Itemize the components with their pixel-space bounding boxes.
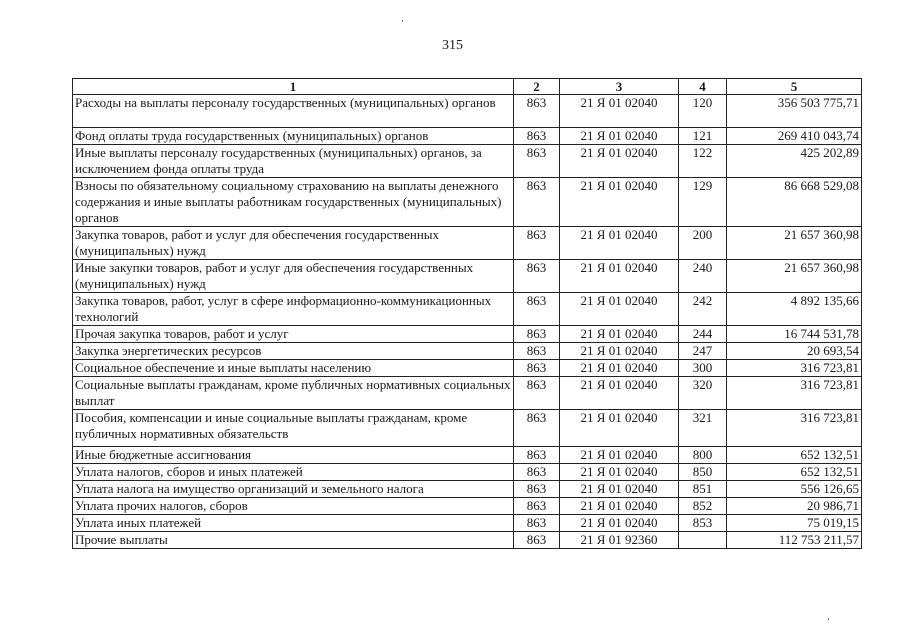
row-name-cell: Закупка энергетических ресурсов <box>73 343 514 360</box>
row-name-cell: Закупка товаров, работ и услуг для обеспечения государственных (муниципальных) нужд <box>73 227 514 260</box>
row-expense-type-cell <box>679 532 727 549</box>
row-amount-cell: 20 693,54 <box>727 343 862 360</box>
table-row <box>73 343 862 360</box>
row-target-article-cell: 21 Я 01 02040 <box>560 447 679 464</box>
table-row <box>73 326 862 343</box>
row-target-article-cell: 21 Я 01 02040 <box>560 178 679 227</box>
row-amount-cell: 652 132,51 <box>727 464 862 481</box>
row-amount-cell: 556 126,65 <box>727 481 862 498</box>
row-code-cell: 863 <box>514 532 560 549</box>
row-expense-type-cell: 247 <box>679 343 727 360</box>
table-body <box>73 95 862 549</box>
table-row <box>73 95 862 128</box>
row-expense-type-cell: 120 <box>679 95 727 128</box>
row-target-article-cell: 21 Я 01 02040 <box>560 128 679 145</box>
row-expense-type-cell: 122 <box>679 145 727 178</box>
scan-speck <box>828 618 829 620</box>
row-target-article-cell: 21 Я 01 02040 <box>560 145 679 178</box>
row-expense-type-cell: 852 <box>679 498 727 515</box>
row-name-cell: Иные бюджетные ассигнования <box>73 447 514 464</box>
header-col-1: 1 <box>73 79 514 95</box>
row-name-cell: Уплата налогов, сборов и иных платежей <box>73 464 514 481</box>
row-code-cell: 863 <box>514 343 560 360</box>
row-target-article-cell: 21 Я 01 02040 <box>560 410 679 447</box>
row-amount-cell: 316 723,81 <box>727 410 862 447</box>
row-amount-cell: 356 503 775,71 <box>727 95 862 128</box>
row-code-cell: 863 <box>514 498 560 515</box>
row-target-article-cell: 21 Я 01 02040 <box>560 343 679 360</box>
row-expense-type-cell: 200 <box>679 227 727 260</box>
row-expense-type-cell: 129 <box>679 178 727 227</box>
row-name-cell: Социальное обеспечение и иные выплаты населению <box>73 360 514 377</box>
row-amount-cell: 86 668 529,08 <box>727 178 862 227</box>
row-name-cell: Уплата прочих налогов, сборов <box>73 498 514 515</box>
table-row <box>73 532 862 549</box>
row-amount-cell: 21 657 360,98 <box>727 227 862 260</box>
row-name-cell: Закупка товаров, работ, услуг в сфере информационно-коммуникационных технологий <box>73 293 514 326</box>
row-target-article-cell: 21 Я 01 02040 <box>560 326 679 343</box>
row-code-cell: 863 <box>514 227 560 260</box>
row-expense-type-cell: 300 <box>679 360 727 377</box>
table-row <box>73 498 862 515</box>
table-row <box>73 145 862 178</box>
row-code-cell: 863 <box>514 481 560 498</box>
table-row <box>73 410 862 447</box>
scan-speck <box>402 20 403 22</box>
row-amount-cell: 16 744 531,78 <box>727 326 862 343</box>
row-name-cell: Фонд оплаты труда государственных (муниципальных) органов <box>73 128 514 145</box>
row-name-cell: Уплата налога на имущество организаций и земельного налога <box>73 481 514 498</box>
row-amount-cell: 20 986,71 <box>727 498 862 515</box>
row-expense-type-cell: 244 <box>679 326 727 343</box>
table-row <box>73 464 862 481</box>
row-expense-type-cell: 851 <box>679 481 727 498</box>
row-expense-type-cell: 320 <box>679 377 727 410</box>
header-col-3: 3 <box>560 79 679 95</box>
row-amount-cell: 21 657 360,98 <box>727 260 862 293</box>
table-row <box>73 360 862 377</box>
row-code-cell: 863 <box>514 515 560 532</box>
row-code-cell: 863 <box>514 128 560 145</box>
row-name-cell: Социальные выплаты гражданам, кроме публичных нормативных социальных выплат <box>73 377 514 410</box>
row-code-cell: 863 <box>514 293 560 326</box>
row-target-article-cell: 21 Я 01 02040 <box>560 95 679 128</box>
row-name-cell: Взносы по обязательному социальному страхованию на выплаты денежного содержания и иные выплаты работникам государственных (муниципальных) органов <box>73 178 514 227</box>
row-code-cell: 863 <box>514 360 560 377</box>
row-name-cell: Прочие выплаты <box>73 532 514 549</box>
table-row <box>73 447 862 464</box>
table-row <box>73 515 862 532</box>
row-name-cell: Прочая закупка товаров, работ и услуг <box>73 326 514 343</box>
table-row <box>73 227 862 260</box>
row-amount-cell: 4 892 135,66 <box>727 293 862 326</box>
row-target-article-cell: 21 Я 01 02040 <box>560 481 679 498</box>
row-amount-cell: 425 202,89 <box>727 145 862 178</box>
row-target-article-cell: 21 Я 01 02040 <box>560 498 679 515</box>
row-amount-cell: 652 132,51 <box>727 447 862 464</box>
row-code-cell: 863 <box>514 464 560 481</box>
row-expense-type-cell: 800 <box>679 447 727 464</box>
row-amount-cell: 112 753 211,57 <box>727 532 862 549</box>
row-expense-type-cell: 321 <box>679 410 727 447</box>
table-row <box>73 293 862 326</box>
row-code-cell: 863 <box>514 410 560 447</box>
table-row <box>73 481 862 498</box>
row-name-cell: Пособия, компенсации и иные социальные выплаты гражданам, кроме публичных нормативных обязательств <box>73 410 514 447</box>
row-target-article-cell: 21 Я 01 02040 <box>560 293 679 326</box>
row-amount-cell: 269 410 043,74 <box>727 128 862 145</box>
row-name-cell: Иные выплаты персоналу государственных (муниципальных) органов, за исключением фонда оплаты труда <box>73 145 514 178</box>
row-name-cell: Расходы на выплаты персоналу государственных (муниципальных) органов <box>73 95 514 128</box>
row-code-cell: 863 <box>514 377 560 410</box>
row-code-cell: 863 <box>514 95 560 128</box>
budget-table <box>72 78 862 549</box>
table-row <box>73 377 862 410</box>
row-name-cell: Уплата иных платежей <box>73 515 514 532</box>
row-code-cell: 863 <box>514 260 560 293</box>
table-row <box>73 128 862 145</box>
row-amount-cell: 316 723,81 <box>727 360 862 377</box>
row-expense-type-cell: 240 <box>679 260 727 293</box>
row-expense-type-cell: 853 <box>679 515 727 532</box>
page-number: 315 <box>442 38 463 53</box>
header-col-5: 5 <box>727 79 862 95</box>
header-col-2: 2 <box>514 79 560 95</box>
row-target-article-cell: 21 Я 01 02040 <box>560 360 679 377</box>
row-code-cell: 863 <box>514 326 560 343</box>
row-amount-cell: 75 019,15 <box>727 515 862 532</box>
row-target-article-cell: 21 Я 01 02040 <box>560 260 679 293</box>
row-expense-type-cell: 242 <box>679 293 727 326</box>
table-row <box>73 178 862 227</box>
row-amount-cell: 316 723,81 <box>727 377 862 410</box>
row-target-article-cell: 21 Я 01 02040 <box>560 227 679 260</box>
row-code-cell: 863 <box>514 145 560 178</box>
table-row <box>73 260 862 293</box>
row-expense-type-cell: 121 <box>679 128 727 145</box>
header-row <box>73 79 862 95</box>
row-code-cell: 863 <box>514 178 560 227</box>
header-col-4: 4 <box>679 79 727 95</box>
row-name-cell: Иные закупки товаров, работ и услуг для обеспечения государственных (муниципальных) нужд <box>73 260 514 293</box>
row-target-article-cell: 21 Я 01 92360 <box>560 532 679 549</box>
row-expense-type-cell: 850 <box>679 464 727 481</box>
row-code-cell: 863 <box>514 447 560 464</box>
row-target-article-cell: 21 Я 01 02040 <box>560 464 679 481</box>
row-target-article-cell: 21 Я 01 02040 <box>560 377 679 410</box>
row-target-article-cell: 21 Я 01 02040 <box>560 515 679 532</box>
